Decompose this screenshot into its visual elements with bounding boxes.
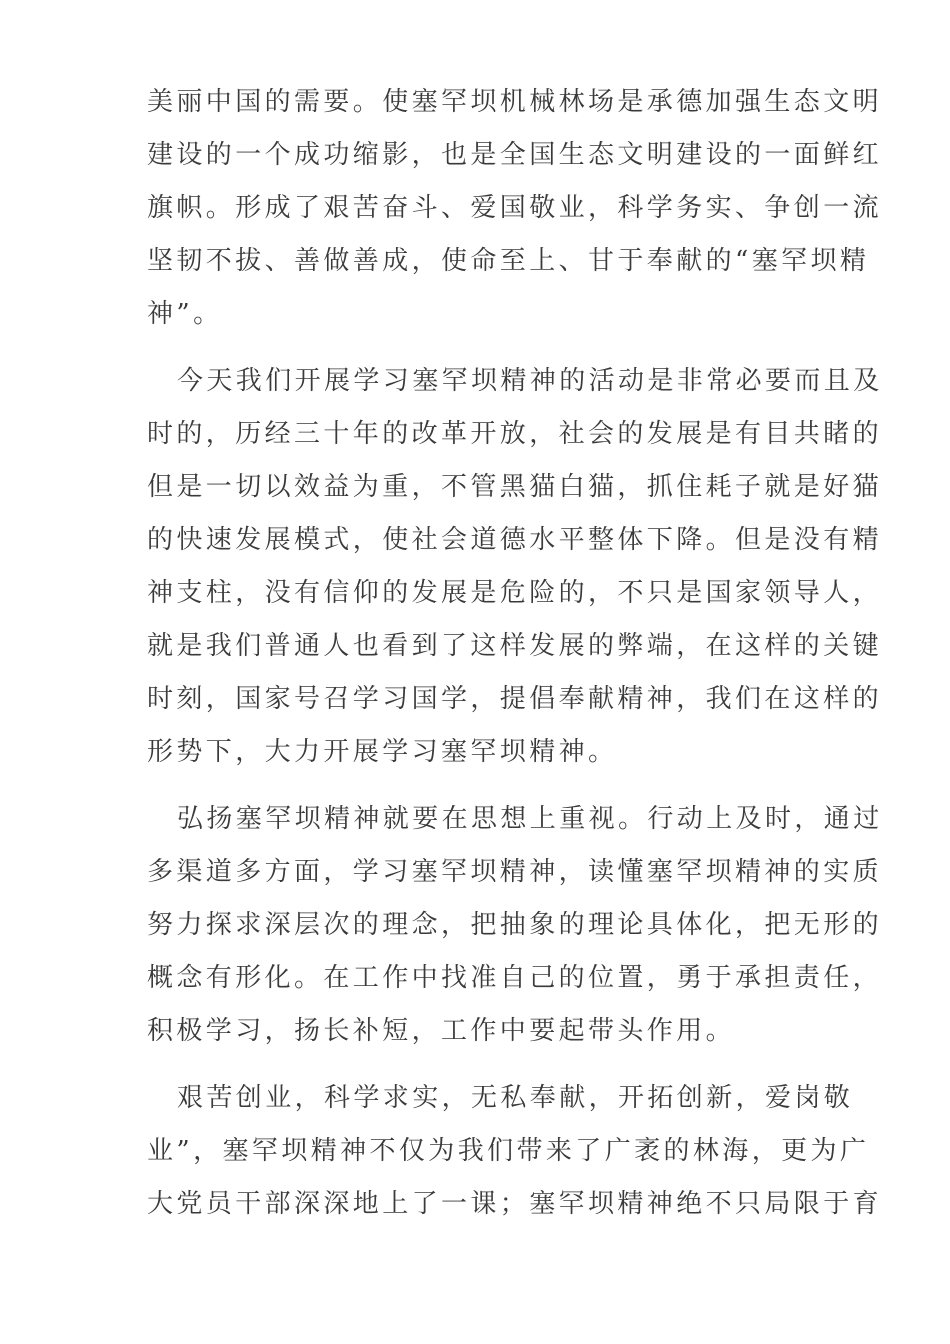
text-line: 业”，塞罕坝精神不仅为我们带来了广袤的林海，更为广 <box>147 1136 870 1166</box>
text-line: 时的，历经三十年的改革开放，社会的发展是有目共睹的 <box>147 419 883 449</box>
text-line: 今天我们开展学习塞罕坝精神的活动是非常必要而且及 <box>177 366 883 396</box>
text-line: 的快速发展模式，使社会道德水平整体下降。但是没有精 <box>147 525 883 555</box>
text-line: 美丽中国的需要。使塞罕坝机械林场是承德加强生态文明 <box>147 87 883 117</box>
text-line: 坚韧不拔、善做善成，使命至上、甘于奉献的“塞罕坝精 <box>147 246 870 276</box>
text-line: 但是一切以效益为重，不管黑猫白猫，抓住耗子就是好猫 <box>147 472 883 502</box>
text-line: 神支柱，没有信仰的发展是危险的，不只是国家领导人， <box>147 578 883 608</box>
text-line: 大党员干部深深地上了一课；塞罕坝精神绝不只局限于育 <box>147 1189 883 1219</box>
paragraph-gap <box>147 1058 807 1072</box>
text-line: 积极学习，扬长补短，工作中要起带头作用。 <box>147 1016 736 1046</box>
text-line: 弘扬塞罕坝精神就要在思想上重视。行动上及时，通过 <box>177 804 883 834</box>
paragraph-gap <box>147 341 807 355</box>
text-line: 时刻，国家号召学习国学，提倡奉献精神，我们在这样的 <box>147 684 883 714</box>
text-line: 旗帜。形成了艰苦奋斗、爱国敬业，科学务实、争创一流 <box>147 193 883 223</box>
text-line: 建设的一个成功缩影，也是全国生态文明建设的一面鲜红 <box>147 140 883 170</box>
text-line: 形势下，大力开展学习塞罕坝精神。 <box>147 737 618 767</box>
text-line: 努力探求深层次的理念，把抽象的理论具体化，把无形的 <box>147 910 883 940</box>
paragraph-gap <box>147 779 807 793</box>
text-line: 多渠道多方面，学习塞罕坝精神，读懂塞罕坝精神的实质 <box>147 857 883 887</box>
text-line: 神”。 <box>147 299 223 329</box>
text-line: 就是我们普通人也看到了这样发展的弊端，在这样的关键 <box>147 631 883 661</box>
document-body <box>147 76 883 1231</box>
text-line: 艰苦创业，科学求实，无私奉献，开拓创新，爱岗敬 <box>177 1083 854 1113</box>
text-line: 概念有形化。在工作中找准自己的位置，勇于承担责任， <box>147 963 883 993</box>
